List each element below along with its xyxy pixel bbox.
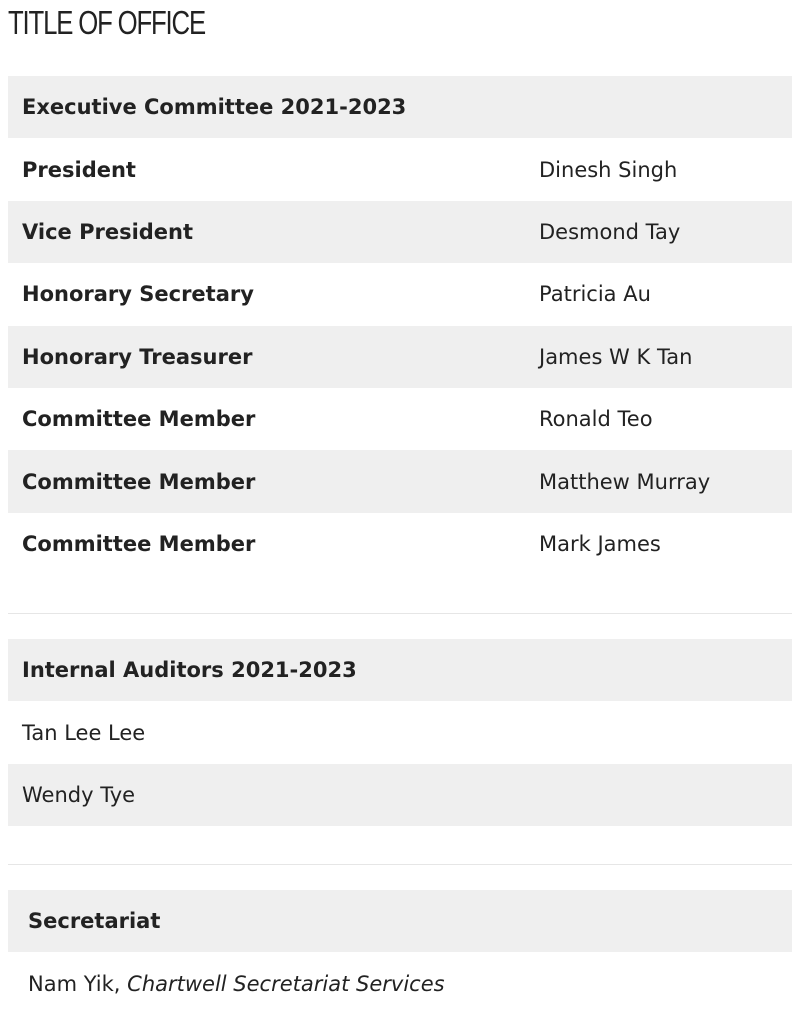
auditor-name: Tan Lee Lee bbox=[22, 720, 146, 745]
executive-committee-table bbox=[8, 76, 792, 575]
secretariat-company: Chartwell Secretariat Services bbox=[127, 971, 445, 996]
section-divider bbox=[8, 613, 792, 614]
table-row bbox=[8, 701, 792, 763]
member-name: James W K Tan bbox=[539, 344, 693, 369]
member-name: Dinesh Singh bbox=[539, 157, 678, 182]
table-row bbox=[8, 952, 792, 1014]
auditor-name: Wendy Tye bbox=[22, 782, 136, 807]
table-row bbox=[8, 201, 792, 263]
secretariat-table bbox=[8, 890, 792, 1015]
role-label: Committee Member bbox=[22, 407, 256, 432]
member-name: Desmond Tay bbox=[539, 219, 681, 244]
executive-committee-heading: Executive Committee 2021-2023 bbox=[22, 95, 407, 120]
role-label: Honorary Treasurer bbox=[22, 344, 253, 369]
role-label: Vice President bbox=[22, 219, 194, 244]
role-label: President bbox=[22, 157, 136, 182]
table-row bbox=[8, 388, 792, 450]
secretariat-person: Nam Yik bbox=[28, 971, 114, 996]
member-name: Matthew Murray bbox=[539, 469, 711, 494]
table-header-row bbox=[8, 639, 792, 701]
section-divider bbox=[8, 864, 792, 865]
role-label: Honorary Secretary bbox=[22, 282, 254, 307]
table-row bbox=[8, 764, 792, 826]
page-title: TITLE OF OFFICE bbox=[8, 4, 205, 41]
member-name: Mark James bbox=[539, 531, 661, 556]
member-name: Patricia Au bbox=[539, 282, 651, 307]
member-name: Ronald Teo bbox=[539, 407, 653, 432]
table-header-row bbox=[8, 76, 792, 138]
secretariat-separator: , bbox=[113, 971, 128, 996]
table-row bbox=[8, 138, 792, 200]
internal-auditors-table bbox=[8, 639, 792, 826]
table-row bbox=[8, 450, 792, 512]
table-row bbox=[8, 263, 792, 325]
internal-auditors-heading: Internal Auditors 2021-2023 bbox=[22, 658, 357, 683]
secretariat-heading: Secretariat bbox=[28, 909, 161, 934]
role-label: Committee Member bbox=[22, 531, 256, 556]
table-row bbox=[8, 326, 792, 388]
secretariat-entry bbox=[28, 972, 445, 996]
table-row bbox=[8, 513, 792, 575]
table-header-row bbox=[8, 890, 792, 952]
role-label: Committee Member bbox=[22, 469, 256, 494]
